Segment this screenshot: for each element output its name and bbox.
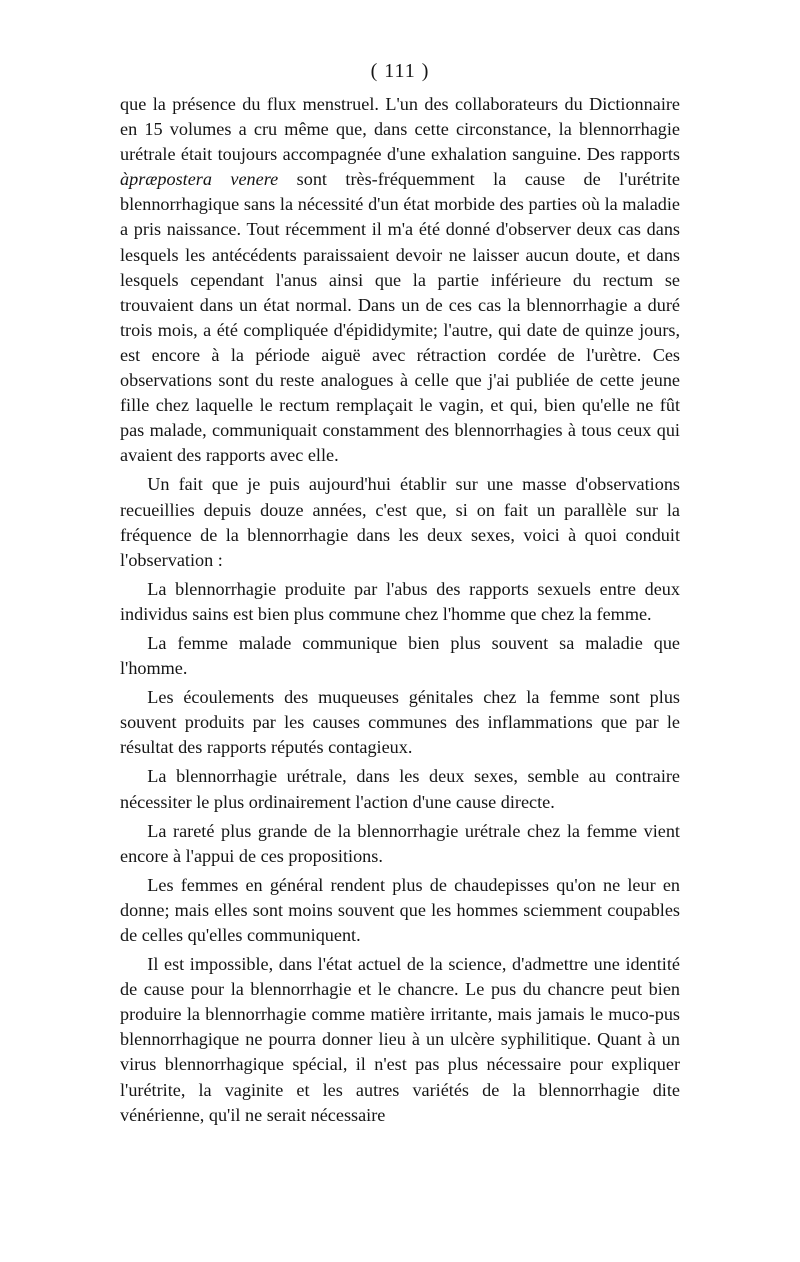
- latin-phrase: àpræpostera venere: [120, 169, 279, 190]
- paragraph-6: La blennorrhagie urétrale, dans les deux sexes, semble au contraire nécessiter le plus ordinairement l'action d'une cause directe.: [120, 766, 680, 812]
- paragraph-5: Les écoulements des muqueuses génitales chez la femme sont plus souvent produits par les causes communes des inflammations que par le résultat des rapports réputés contagieux.: [120, 687, 680, 758]
- paragraph-8: Les femmes en général rendent plus de chaudepisses qu'on ne leur en donne; mais elles sont moins souvent que les hommes sciemment coupables de celles qu'elles communiquent.: [120, 874, 680, 945]
- paragraph-1: [120, 92, 680, 468]
- paragraph-4: La femme malade communique bien plus souvent sa maladie que l'homme.: [120, 632, 680, 679]
- paragraph-1-rest: sont très-fréquemment la cause de l'urétrite blennorrhagique sans la nécessité d'un état morbide des parties où la maladie a pris naissance. Tout récemment il m'a été donné d'observer deux cas dans lesquels les antécédents paraissaient devoir ne laisser aucun doute, et dans lesquels cependant l'anus ainsi que la partie inférieure du rectum se trouvaient dans un état normal. Dans un de ces cas la blennorrhagie a duré trois mois, a été compliquée d'épididymite; l'autre, qui date de quinze jours, est encore à la période aiguë avec rétraction cordée de l'urètre. Ces observations sont du reste analogues à celle que j'ai publiée de cette jeune fille chez laquelle le rectum remplaçait le vagin, et qui, bien qu'elle ne fût pas malade, communiquait constamment des blennorrhagies à tous ceux qui avaient des rapports avec elle.: [120, 169, 680, 466]
- paragraph-9: Il est impossible, dans l'état actuel de la science, d'admettre une identité de cause pour la blennorrhagie et le chancre. Le pus du chancre peut bien produire la blennorrhagie comme matière irritante, mais jamais le muco-pus blennorrhagique ne pourra donner lieu à un ulcère syphilitique. Quant à un virus blennorrhagique spécial, il n'est pas plus nécessaire pour expliquer l'urétrite, la vaginite et les autres variétés de la blennorrhagie dite vénérienne, qu'il ne serait nécessaire: [120, 954, 680, 1125]
- paragraph-1-start: que la présence du flux menstruel. L'un des collaborateurs du Dictionnaire en 15 volumes a cru même que, dans cette circonstance, la blennorrhagie urétrale était toujours accompagnée d'une exhalation sanguine. Des rapports: [120, 94, 680, 165]
- paragraph-3: La blennorrhagie produite par l'abus des rapports sexuels entre deux individus sains est bien plus commune chez l'homme que chez la femme.: [120, 578, 680, 624]
- body-text: [120, 92, 680, 1128]
- paragraph-7: La rareté plus grande de la blennorrhagie urétrale chez la femme vient encore à l'appui de ces propositions.: [120, 820, 680, 866]
- paragraph-2: Un fait que je puis aujourd'hui établir sur une masse d'observations recueillies depuis douze années, c'est que, si on fait un parallèle sur la fréquence de la blennorrhagie dans les deux sexes, voici à quoi conduit l'observation :: [120, 474, 680, 570]
- page-number: ( 111 ): [370, 60, 430, 82]
